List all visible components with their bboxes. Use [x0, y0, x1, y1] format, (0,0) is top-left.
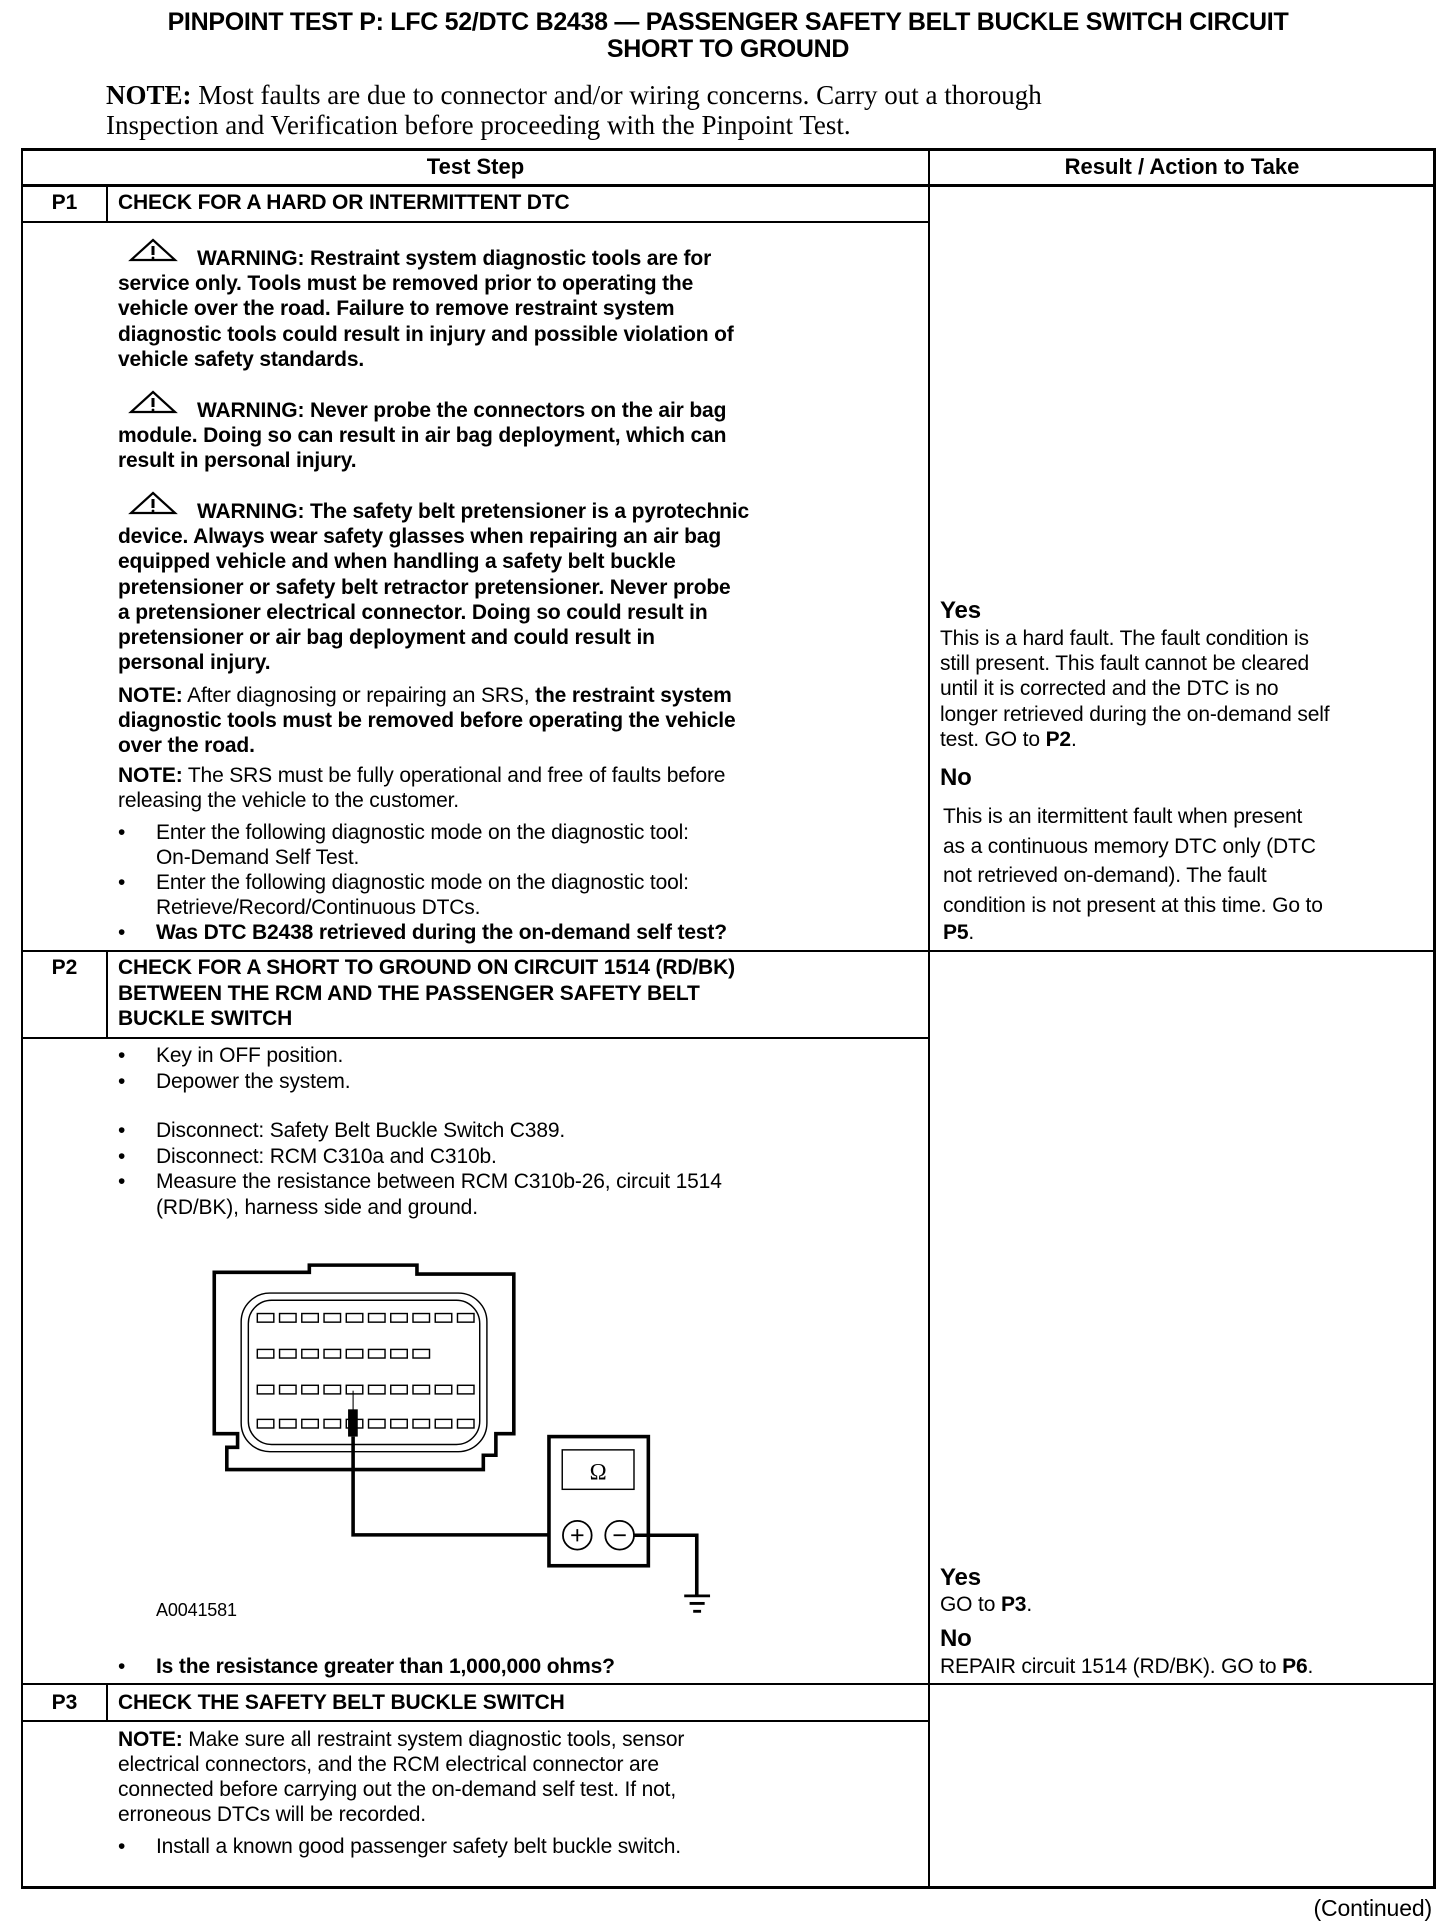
connector-pin: [369, 1314, 386, 1323]
yes-text: test. GO to: [940, 728, 1046, 751]
p1-note2-line-2: releasing the vehicle to the customer.: [118, 789, 459, 812]
connector-pin: [369, 1349, 386, 1358]
ground-symbol-icon: [684, 1596, 710, 1611]
yes-text-line: still present. This fault cannot be cleared: [940, 652, 1310, 676]
yes-text-line: longer retrieved during the on-demand self: [940, 702, 1330, 726]
note-label: NOTE:: [118, 684, 183, 707]
column-divider: [928, 148, 930, 1889]
page-title-line-2: SHORT TO GROUND: [606, 35, 850, 63]
p3-heading-divider: [22, 1720, 929, 1722]
connector-pin: [257, 1349, 274, 1358]
p1-warning-1-line-2: service only. Tools must be removed prior to operating the: [118, 272, 694, 296]
connector-pin: [391, 1349, 408, 1358]
yes-text-line: until it is corrected and the DTC is no: [940, 677, 1279, 701]
connector-pin: [280, 1349, 297, 1358]
p1-note2-line-1: [118, 763, 725, 788]
p1-warning-2-line-1: WARNING: Never probe the connectors on the air bag: [197, 399, 727, 422]
p1-bullet-1-line-1: Enter the following diagnostic mode on the diagnostic tool:: [156, 821, 689, 844]
goto-p3-link[interactable]: P3: [1000, 1593, 1027, 1616]
connector-pin: [280, 1314, 297, 1323]
step-id-p3: P3: [51, 1691, 78, 1714]
note-label: NOTE:: [118, 764, 183, 787]
bullet: •: [118, 821, 126, 844]
intro-note: [106, 80, 1042, 110]
p1-yes-last-line: test. GO to P2.: [940, 728, 1077, 751]
connector-pins: [257, 1314, 474, 1428]
yes-text-line: This is a hard fault. The fault condition is: [940, 627, 1309, 650]
table-border-top: [22, 148, 1436, 151]
p2-heading-line-2: BETWEEN THE RCM AND THE PASSENGER SAFETY BELT: [118, 982, 700, 1005]
p2-heading-line-1: CHECK FOR A SHORT TO GROUND ON CIRCUIT 1514 (RD/BK): [118, 956, 735, 979]
ohm-symbol: Ω: [589, 1459, 607, 1485]
connector-pin: [324, 1314, 341, 1323]
p2-bullet-4-line-1: Disconnect: RCM C310a and C310b.: [156, 1145, 497, 1168]
goto-p5-link[interactable]: P5: [943, 921, 969, 944]
header-divider: [22, 184, 1436, 187]
p1-warning-3-line-4: pretensioner or safety belt retractor pretensioner. Never probe: [118, 575, 731, 599]
header-test-step: Test Step: [426, 154, 525, 179]
p1-warning-3-line-1: WARNING: The safety belt pretensioner is a pyrotechnic: [197, 500, 750, 523]
intro-note-line-2: Inspection and Verification before proceeding with the Pinpoint Test.: [106, 110, 851, 140]
p3-note-line-1: [118, 1727, 684, 1752]
connector-pin: [302, 1385, 319, 1394]
p2-yes-text: GO to P3.: [940, 1593, 1033, 1616]
bullet: •: [118, 1145, 126, 1168]
p2-bullet-1-line-1: Key in OFF position.: [156, 1044, 344, 1067]
connector-pin: [302, 1349, 319, 1358]
p1-note1-line-1: [118, 683, 732, 708]
no-text-line: condition is not present at this time. Go to: [943, 893, 1323, 917]
p2-no-text: REPAIR circuit 1514 (RD/BK). GO to P6.: [940, 1655, 1314, 1678]
connector-pin: [280, 1385, 297, 1394]
warning-triangle-icon: [127, 390, 179, 414]
note-emphasis: the restraint system: [535, 684, 732, 707]
p1-warning-2-line-3: result in personal injury.: [118, 449, 357, 473]
p1-bullet-2-line-2: Retrieve/Record/Continuous DTCs.: [156, 896, 481, 919]
p1-warning-3-line-6: pretensioner or air bag deployment and could result in: [118, 626, 655, 649]
connector-pin: [280, 1419, 297, 1428]
p1-warning-3-line-2: device. Always wear safety glasses when repairing an air bag: [118, 525, 721, 549]
bullet: •: [118, 1044, 126, 1067]
p3-bullet-1: Install a known good passenger safety belt buckle switch.: [156, 1835, 681, 1858]
bullet: •: [118, 1170, 126, 1193]
step-id-p1: P1: [51, 191, 78, 214]
connector-measurement-diagram: [180, 1240, 740, 1640]
no-text: REPAIR circuit 1514 (RD/BK). GO to: [940, 1655, 1283, 1678]
p1-warning-3-line-7: personal injury.: [118, 651, 271, 675]
bullet: •: [118, 1655, 126, 1678]
p3-note-line-3: connected before carrying out the on-demand self test. If not,: [118, 1778, 677, 1801]
table-border-bottom: [22, 1886, 1436, 1889]
p1-bullet-1-line-2: On-Demand Self Test.: [156, 846, 360, 869]
connector-pin: [413, 1419, 430, 1428]
p2-yes-label: Yes: [940, 1564, 981, 1591]
bullet: •: [118, 1119, 126, 1142]
p2-question: Is the resistance greater than 1,000,000 ohms?: [156, 1655, 615, 1678]
note-label: NOTE:: [106, 80, 192, 110]
connector-pin: [413, 1314, 430, 1323]
p2-bullet-2-line-1: Depower the system.: [156, 1070, 351, 1093]
connector-pin: [346, 1349, 363, 1358]
p3-note-line-4: erroneous DTCs will be recorded.: [118, 1803, 426, 1826]
p3-note-line-2: electrical connectors, and the RCM electrical connector are: [118, 1753, 659, 1776]
connector-pin: [413, 1385, 430, 1394]
connector-pin: [435, 1314, 452, 1323]
connector-pin: [391, 1419, 408, 1428]
p1-note1-line-3: over the road.: [118, 734, 255, 757]
yes-text: GO to: [940, 1593, 1001, 1616]
connector-pin: [435, 1385, 452, 1394]
p1-warning-3-line-3: equipped vehicle and when handling a safety belt buckle: [118, 550, 676, 574]
p1-yes-label: Yes: [940, 597, 981, 624]
note-text: The SRS must be fully operational and free of faults before: [182, 764, 726, 787]
p2-bullet-3-line-1: Disconnect: Safety Belt Buckle Switch C389.: [156, 1119, 566, 1142]
p2-no-label: No: [940, 1625, 972, 1652]
note-text: After diagnosing or repairing an SRS,: [182, 684, 536, 707]
header-result-action: Result / Action to Take: [1064, 154, 1300, 179]
continued-label: (Continued): [1313, 1895, 1432, 1921]
note-text: Most faults are due to connector and/or wiring concerns. Carry out a thorough: [191, 80, 1042, 110]
p1-warning-3-line-5: a pretensioner electrical connector. Doing so could result in: [118, 600, 708, 624]
bullet: •: [118, 1070, 126, 1093]
bullet: •: [118, 871, 126, 894]
connector-pin: [257, 1419, 274, 1428]
p2-heading-divider: [22, 1037, 929, 1039]
connector-pin: [324, 1419, 341, 1428]
connector-pin: [324, 1349, 341, 1358]
connector-pin: [257, 1385, 274, 1394]
connector-pin: [457, 1385, 474, 1394]
goto-p2-link[interactable]: P2: [1045, 728, 1071, 751]
connector-pin: [324, 1385, 341, 1394]
row-divider-p2: [22, 950, 1436, 952]
bullet: •: [118, 1835, 126, 1858]
p1-heading-divider: [22, 221, 929, 223]
note-label: NOTE:: [118, 1728, 183, 1751]
p1-question: Was DTC B2438 retrieved during the on-demand self test?: [156, 921, 727, 944]
p2-heading-line-3: BUCKLE SWITCH: [118, 1007, 293, 1030]
p1-warning-2-line-2: module. Doing so can result in air bag deployment, which can: [118, 424, 727, 448]
probe: [348, 1409, 358, 1436]
p1-no-label: No: [940, 764, 972, 791]
connector-pin: [369, 1385, 386, 1394]
row-divider-p3: [22, 1683, 1436, 1685]
connector-pin: [391, 1385, 408, 1394]
p2-bullet-5-line-1: Measure the resistance between RCM C310b-26, circuit 1514: [156, 1170, 722, 1193]
p3-heading: CHECK THE SAFETY BELT BUCKLE SWITCH: [118, 1691, 565, 1714]
connector-pin: [413, 1349, 430, 1358]
no-text-line: not retrieved on-demand). The fault: [943, 864, 1267, 888]
no-text-line: This is an itermittent fault when present: [943, 805, 1303, 828]
connector-pin: [346, 1314, 363, 1323]
table-border-left: [21, 148, 23, 1889]
p1-bullet-2-line-1: Enter the following diagnostic mode on the diagnostic tool:: [156, 871, 689, 894]
connector-pin: [302, 1419, 319, 1428]
note-text: Make sure all restraint system diagnostic tools, sensor: [182, 1728, 685, 1751]
warning-triangle-icon: [127, 491, 179, 515]
connector-pin: [457, 1419, 474, 1428]
p1-warning-1-line-5: vehicle safety standards.: [118, 347, 365, 371]
connector-pin: [391, 1314, 408, 1323]
p1-no-goto-line: P5.: [943, 921, 975, 944]
connector-pin: [346, 1385, 363, 1394]
p1-heading: CHECK FOR A HARD OR INTERMITTENT DTC: [118, 191, 570, 214]
connector-pin: [457, 1314, 474, 1323]
connector-pin: [369, 1419, 386, 1428]
table-border-right: [1433, 148, 1436, 1889]
figure-id: A0041581: [156, 1600, 237, 1620]
p1-warning-1-line-1: WARNING: Restraint system diagnostic tools are for: [197, 247, 712, 270]
p1-note1-line-2: diagnostic tools must be removed before operating the vehicle: [118, 709, 736, 732]
connector-pin: [302, 1314, 319, 1323]
step-id-p2: P2: [51, 956, 78, 979]
connector-pin: [257, 1314, 274, 1323]
no-text-line: as a continuous memory DTC only (DTC: [943, 834, 1316, 858]
p1-warning-1-line-3: vehicle over the road. Failure to remove restraint system: [118, 297, 675, 321]
page-title-line-1: PINPOINT TEST P: LFC 52/DTC B2438 — PASSENGER SAFETY BELT BUCKLE SWITCH CIRCUIT: [167, 8, 1289, 36]
bullet: •: [118, 921, 126, 944]
connector-pin: [435, 1419, 452, 1428]
goto-p6-link[interactable]: P6: [1282, 1655, 1308, 1678]
p2-bullet-5-line-2: (RD/BK), harness side and ground.: [156, 1196, 478, 1219]
warning-triangle-icon: [127, 238, 179, 262]
p1-warning-1-line-4: diagnostic tools could result in injury and possible violation of: [118, 322, 734, 346]
